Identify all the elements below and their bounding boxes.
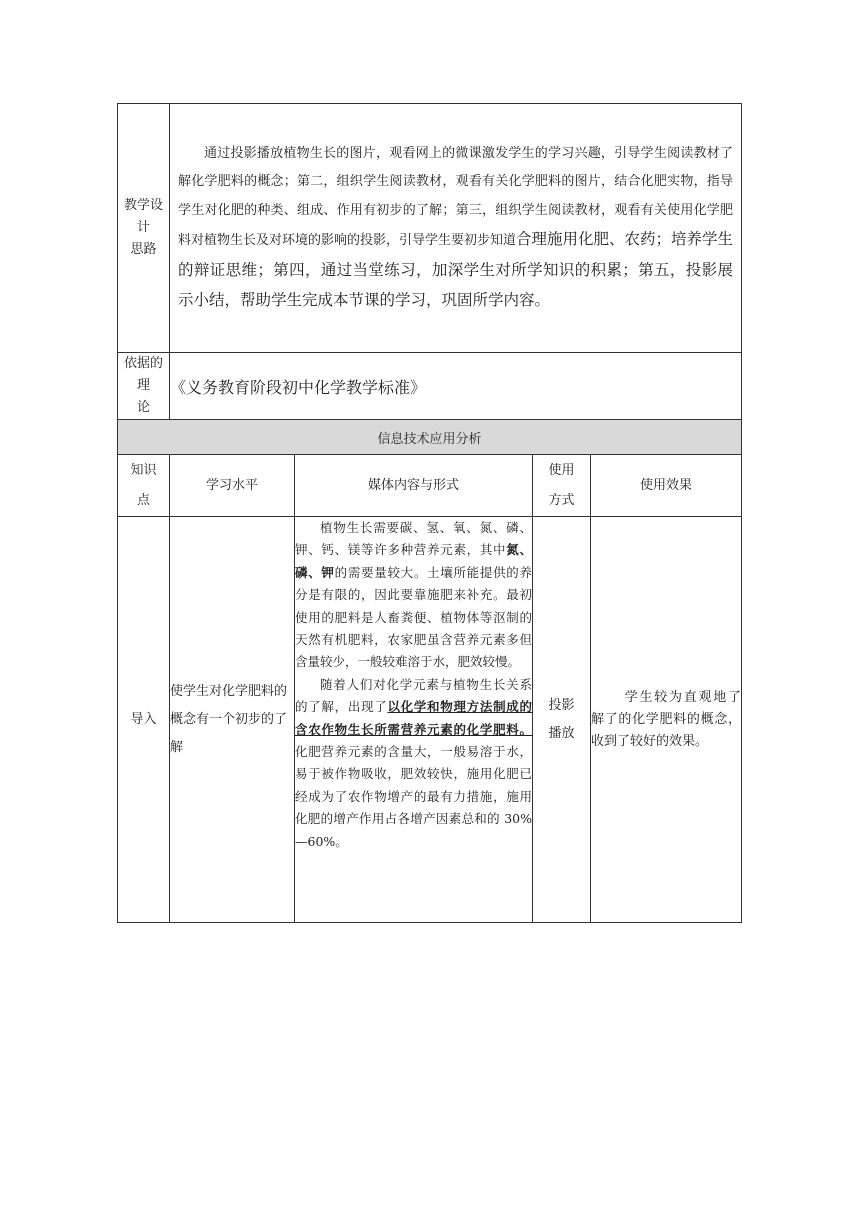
basis-label: 依据的理 论 bbox=[118, 353, 170, 420]
basis-row bbox=[118, 353, 742, 420]
header-row bbox=[118, 455, 742, 517]
design-content bbox=[170, 104, 742, 353]
design-row bbox=[118, 104, 742, 353]
media-cell bbox=[295, 517, 533, 923]
design-label: 教学设计 思路 bbox=[118, 104, 170, 353]
usage-cell: 投影 播放 bbox=[533, 517, 591, 923]
table-row bbox=[118, 517, 742, 923]
section-title: 信息技术应用分析 bbox=[118, 420, 742, 455]
header-level: 学习水平 bbox=[170, 455, 295, 517]
nutrient-highlight: 氮、磷、钾 bbox=[295, 542, 532, 580]
basis-text: 《义务教育阶段初中化学教学标准》 bbox=[170, 353, 742, 420]
section-title-row bbox=[118, 420, 742, 455]
header-effect: 使用效果 bbox=[591, 455, 742, 517]
definition-highlight: 以化学和物理方法制成的含农作物生长所需营养元素的化学肥料。 bbox=[295, 699, 532, 737]
knowledge-cell: 导入 bbox=[118, 517, 170, 923]
media-paragraph-1: 植物生长需要碳、氢、氧、氮、磷、钾、钙、镁等许多种营养元素，其中氮、磷、钾的需要量较大。土壤所能提供的养分是有限的，因此要靠施肥来补充。最初使用的肥料是人畜粪便、植物体等沤制的天然有机肥料，农家肥虽含营养元素多但含量较少，一般较难溶于水，肥效较慢。 bbox=[295, 520, 532, 670]
header-media: 媒体内容与形式 bbox=[295, 455, 533, 517]
design-text-2: 合理施用化肥、农药；培养学生的辩证思维；第四，通过当堂练习，加深学生对所学知识的积累；第五，投影展示小结，帮助学生完成本节课的学习，巩固所学内容。 bbox=[178, 230, 734, 309]
header-usage: 使用 方式 bbox=[533, 455, 591, 517]
design-text-1: 通过投影播放植物生长的图片，观看网上的微课激发学生的学习兴趣，引导学生阅读教材了解化学肥料的概念；第二，组织学生阅读教材，观看有关化学肥料的图片，结合化肥实物，指导学生对化肥的种类、组成、作用有初步的了解；第三，组织学生阅读教材，观看有关使用化学肥料对植物生长及对环境的影响的投影，引导学生要初步知道 bbox=[178, 145, 734, 248]
media-paragraph-2: 随着人们对化学元素与植物生长关系的了解，出现了以化学和物理方法制成的含农作物生长所需营养元素的化学肥料。化肥营养元素的含量大，一般易溶于水，易于被作物吸收，肥效较快，施用化肥已经成为了农作物增产的最有力措施，施用化肥的增产作用占各增产因素总和的 30%—60%。 bbox=[295, 676, 532, 849]
lesson-plan-table bbox=[117, 103, 742, 923]
level-cell: 使学生对化学肥料的概念有一个初步的了解 bbox=[170, 517, 295, 923]
header-knowledge: 知识 点 bbox=[118, 455, 170, 517]
effect-cell: 学生较为直观地了解了的化学肥料的概念，收到了较好的效果。 bbox=[591, 517, 742, 923]
